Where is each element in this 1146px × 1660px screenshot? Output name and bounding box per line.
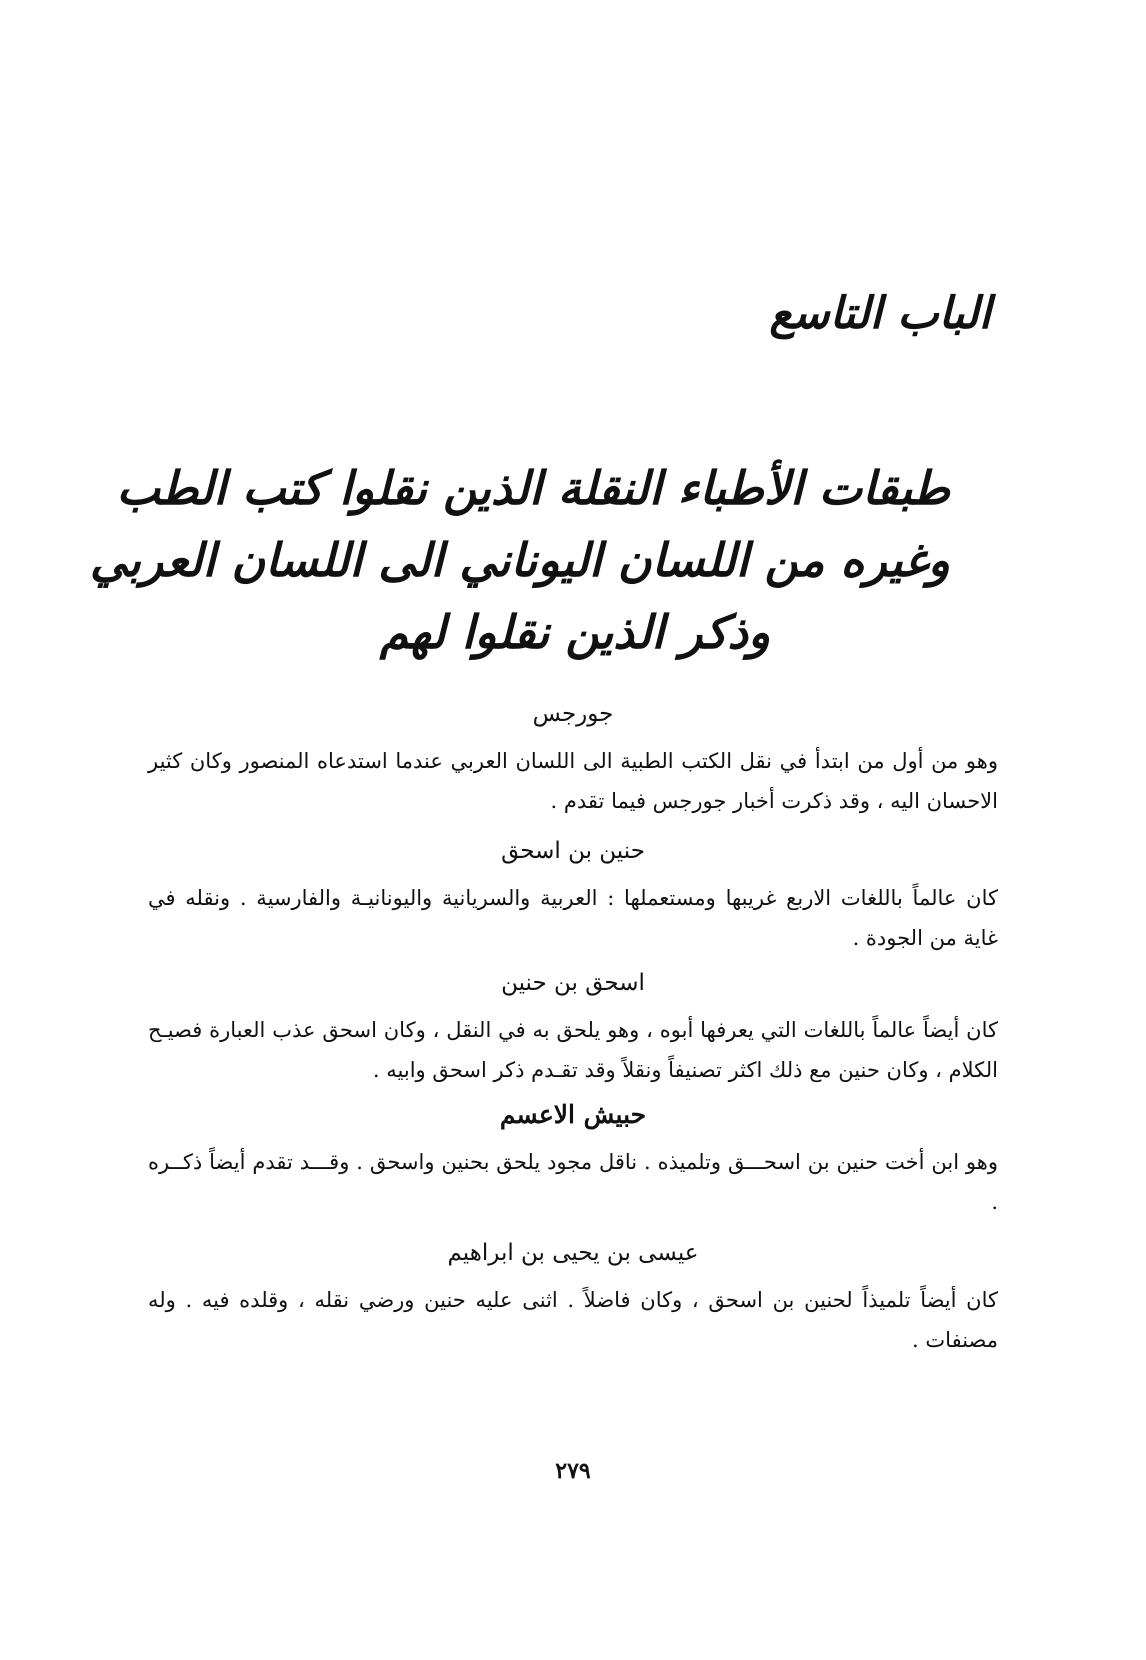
section-text: كان أيضاً عالماً باللغات التي يعرفها أبوه ، وهو يلحق به في النقل ، وكان اسحق عذب العبارة فصيـح الكلام ، وكان حنين مع ذلك اكثر تصنيفاً ونقلاً وقد تقـدم ذكر اسحق وابيه . bbox=[148, 1018, 998, 1082]
section-hunayn bbox=[148, 834, 998, 958]
section-name: حبيش الاعسم bbox=[499, 1100, 647, 1129]
section-ishaq bbox=[148, 966, 998, 1090]
section-text: كان أيضاً تلميذاً لحنين بن اسحق ، وكان فاضلاً . اثنى عليه حنين ورضي نقله ، وقلده فيه . وله مصنفات . bbox=[148, 1288, 998, 1352]
main-heading-line: وغيره من اللسان اليوناني الى اللسان العربي bbox=[89, 533, 950, 587]
main-heading bbox=[89, 452, 950, 668]
page-number: ٢٧٩ bbox=[555, 1458, 591, 1484]
main-heading-line: طبقات الأطباء النقلة الذين نقلوا كتب الطب bbox=[116, 461, 950, 515]
section-name: حنين بن اسحق bbox=[501, 838, 645, 864]
section-name: جورجس bbox=[532, 701, 614, 727]
section-text: كان عالماً باللغات الاربع غريبها ومستعملها : العربية والسريانية واليونانيـة والفارسية . ونقله في غاية من الجودة . bbox=[148, 886, 998, 950]
section-name: اسحق بن حنين bbox=[501, 970, 645, 996]
chapter-title: الباب التاسع bbox=[769, 288, 991, 339]
main-heading-line: وذكر الذين نقلوا لهم bbox=[379, 605, 771, 659]
section-text: وهو ابن أخت حنين بن اسحـــق وتلميذه . ناقل مجود يلحق بحنين واسحق . وقـــد تقدم أيضاً ذكــره . bbox=[148, 1150, 998, 1214]
section-text: وهو من أول من ابتدأ في نقل الكتب الطبية الى اللسان العربي عندما استدعاه المنصور وكان كثير الاحسان اليه ، وقد ذكرت أخبار جورجس فيما تقدم . bbox=[148, 749, 998, 813]
section-isa bbox=[148, 1236, 998, 1360]
section-name: عيسى بن يحيى بن ابراهيم bbox=[447, 1240, 699, 1266]
section-jurjis bbox=[148, 697, 998, 821]
section-hubaysh bbox=[148, 1098, 998, 1222]
